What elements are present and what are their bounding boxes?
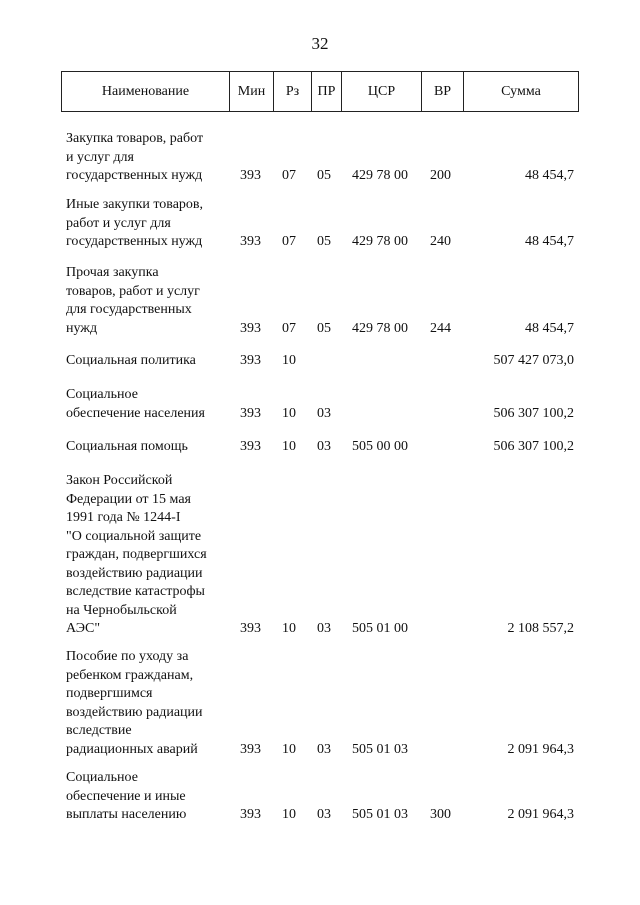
table-row [0, 386, 640, 423]
row-csr: 429 78 00 [352, 168, 408, 183]
table-row [0, 648, 640, 759]
row-name: Иные закупки товаров, работ и услуг для государственных нужд [66, 197, 204, 249]
row-min: 393 [240, 405, 261, 421]
row-sum: 506 307 100,2 [493, 405, 574, 421]
row-pr: 03 [317, 439, 331, 454]
table-row [0, 438, 640, 457]
row-rz: 10 [282, 621, 296, 636]
row-name: Социальная помощь [66, 439, 188, 454]
row-sum: 2 108 557,2 [507, 621, 574, 636]
row-rz: 07 [282, 168, 296, 183]
table-row [0, 196, 640, 252]
header-csr: ЦСР [342, 72, 422, 111]
row-csr: 505 01 03 [352, 807, 408, 822]
row-vr: 240 [430, 234, 451, 249]
header-name: Наименование [62, 72, 230, 111]
row-sum: 507 427 073,0 [493, 353, 574, 368]
row-min: 393 [240, 353, 261, 368]
row-min: 393 [240, 320, 261, 336]
row-rz: 07 [282, 320, 296, 336]
row-csr: 505 01 03 [352, 741, 408, 757]
row-csr: 429 78 00 [352, 320, 408, 336]
row-min: 393 [240, 807, 261, 822]
row-pr: 05 [317, 234, 331, 249]
row-vr: 200 [430, 168, 451, 183]
row-vr: 244 [430, 320, 451, 336]
row-sum: 2 091 964,3 [507, 741, 574, 757]
row-pr: 05 [317, 320, 331, 336]
row-sum: 48 454,7 [525, 320, 574, 336]
row-rz: 10 [282, 353, 296, 368]
row-sum: 506 307 100,2 [493, 439, 574, 454]
row-min: 393 [240, 439, 261, 454]
row-name: Прочая закупка товаров, работ и услуг для государственных нужд [66, 265, 200, 336]
table-row [0, 472, 640, 639]
row-sum: 48 454,7 [525, 234, 574, 249]
row-rz: 07 [282, 234, 296, 249]
row-rz: 10 [282, 741, 296, 757]
row-pr: 03 [317, 621, 331, 636]
row-name: Социальное обеспечение и иные выплаты населению [66, 770, 187, 822]
row-min: 393 [240, 621, 261, 636]
row-name: Пособие по уходу за ребенком гражданам, подвергшимся воздействию радиации вследствие радиационных аварий [66, 649, 203, 757]
row-pr: 03 [317, 741, 331, 757]
row-min: 393 [240, 741, 261, 757]
row-min: 393 [240, 168, 261, 183]
row-csr: 429 78 00 [352, 234, 408, 249]
header-rz: Рз [274, 72, 312, 111]
header-sum: Сумма [501, 83, 541, 99]
row-name: Закупка товаров, работ и услуг для государственных нужд [66, 131, 204, 183]
row-csr: 505 00 00 [352, 439, 408, 454]
row-name: Закон Российской Федерации от 15 мая 1991 года № 1244-I "О социальной защите граждан, подвергшихся воздействию радиации вследствие катастрофы на Чернобыльской АЭС" [66, 473, 207, 636]
row-rz: 10 [282, 439, 296, 454]
row-sum: 48 454,7 [525, 168, 574, 183]
row-vr: 300 [430, 807, 451, 822]
header-pr: ПР [312, 72, 342, 111]
row-pr: 03 [317, 807, 331, 822]
header-vr: ВР [422, 72, 464, 111]
row-csr: 505 01 00 [352, 621, 408, 636]
row-name: Социальная политика [66, 353, 196, 368]
row-pr: 05 [317, 168, 331, 183]
row-rz: 10 [282, 807, 296, 822]
table-row [0, 769, 640, 825]
row-sum: 2 091 964,3 [507, 807, 574, 822]
row-name: Социальное обеспечение населения [66, 387, 205, 421]
row-min: 393 [240, 234, 261, 249]
table-row [0, 352, 640, 371]
row-rz: 10 [282, 405, 296, 421]
table-row [0, 130, 640, 186]
row-pr: 03 [317, 405, 331, 421]
page-number: 32 [311, 34, 329, 53]
table-header [61, 71, 579, 112]
table-row [0, 264, 640, 338]
header-min: Мин [230, 72, 274, 111]
